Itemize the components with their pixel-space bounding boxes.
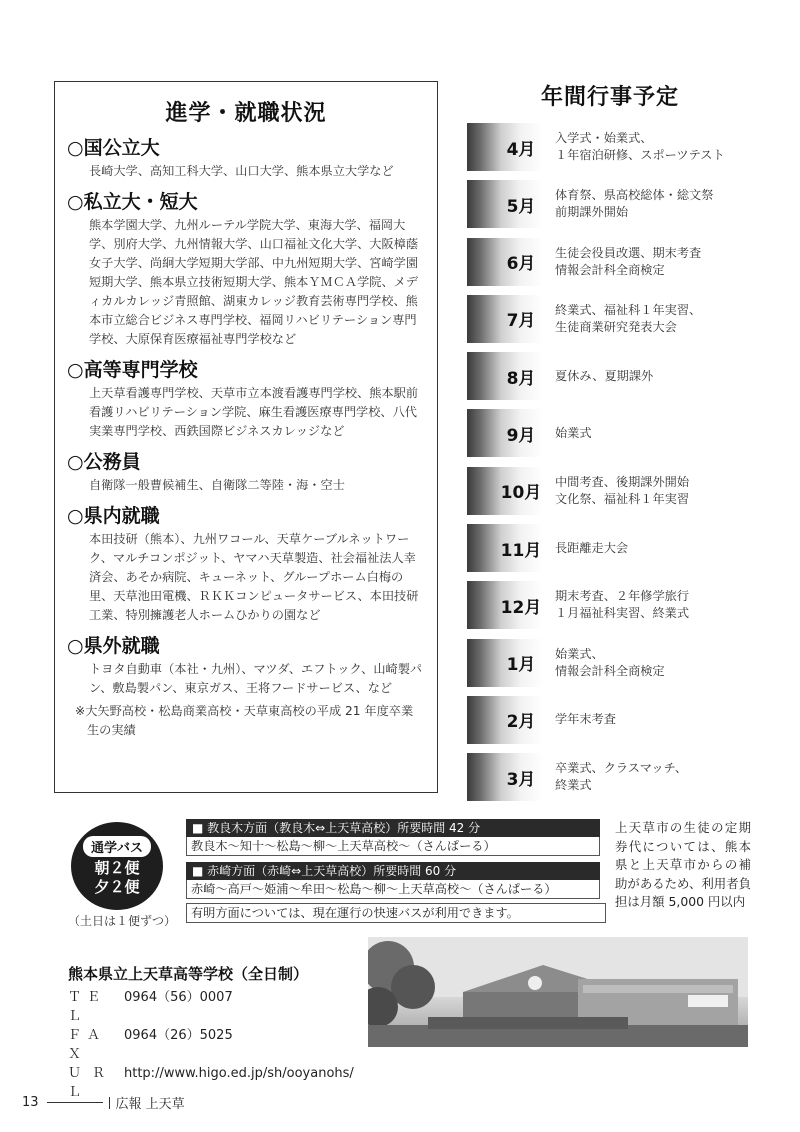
month-label: 12月 xyxy=(500,597,542,618)
category-heading: ○県外就職 xyxy=(67,635,160,657)
career-title: 進学・就職状況 xyxy=(165,101,327,126)
month-events xyxy=(555,524,765,572)
month-label: 5月 xyxy=(506,196,536,217)
tel-value: 0964（56）0007 xyxy=(124,990,233,1005)
month-label: 2月 xyxy=(506,712,536,733)
month-events xyxy=(555,352,765,400)
category-body: 本田技研（熊本）、九州ワコール、天草ケーブルネットワーク、マルチコンポジット、ヤマハ天草製造、社会福祉法人幸済会、あそか病院、キューネット、グループホーム白梅の里、天草池田電機、ＲＫＫコンピュータサービス、本田技研工業、特別擁護老人ホームひかりの園など xyxy=(89,532,419,622)
page-footer xyxy=(22,1093,185,1112)
month-row xyxy=(467,409,767,457)
month-row xyxy=(467,467,767,515)
month-label: 4月 xyxy=(506,139,536,160)
school-building-illustration xyxy=(368,937,748,1047)
category-heading: ○県内就職 xyxy=(67,505,160,527)
career-categories xyxy=(67,133,425,698)
contact-tel xyxy=(68,988,354,1026)
fax-key: ＦＡＸ xyxy=(68,1028,107,1062)
schedule-list xyxy=(467,123,767,811)
category-heading: ○私立大・短大 xyxy=(67,191,198,213)
month-row xyxy=(467,524,767,572)
month-row xyxy=(467,639,767,687)
month-events-text: 生徒会役員改選、期末考査 情報会計科全商検定 xyxy=(555,245,702,277)
month-label: 1月 xyxy=(506,655,536,676)
schedule-title: 年間行事予定 xyxy=(540,85,679,110)
category-body: トヨタ自動車（本社・九州）、マツダ、エフトック、山崎製パン、敷島製パン、東京ガス、王将フードサービス、など xyxy=(89,662,423,695)
bus-freq-evening: 夕２便 xyxy=(94,877,140,896)
month-events xyxy=(555,295,765,343)
footer-bar xyxy=(109,1097,110,1109)
fare-note: 上天草市の生徒の定期券代については、熊本県と上天草市からの補助があるため、利用者負担は月額 5,000 円以内 xyxy=(615,820,751,909)
month-events-text: 期末考査、２年修学旅行 １月福祉科実習、終業式 xyxy=(555,589,690,621)
month-row xyxy=(467,238,767,286)
month-events xyxy=(555,238,765,286)
month-events xyxy=(555,123,765,171)
month-events-text: 卒業式、クラスマッチ、 終業式 xyxy=(555,761,688,793)
route-kyoragi xyxy=(186,819,600,856)
month-label: 10月 xyxy=(500,483,542,504)
route-body: 教良木～知十～松島～柳～上天草高校～（さんぱーる） xyxy=(186,837,600,856)
month-events xyxy=(555,467,765,515)
route-body: 赤崎～高戸～姫浦～牟田～松島～柳～上天草高校～（さんぱーる） xyxy=(186,880,600,899)
footer-divider xyxy=(47,1102,103,1103)
month-row xyxy=(467,295,767,343)
page-number: 13 xyxy=(22,1095,39,1110)
month-events-text: 体育祭、県高校総体・総文祭 前期課外開始 xyxy=(555,188,714,220)
month-events-text: 終業式、福祉科１年実習、 生徒商業研究発表大会 xyxy=(555,302,702,334)
school-photo xyxy=(368,937,748,1047)
route-header: ■ 教良木方面（教良木⇔上天草高校）所要時間 42 分 xyxy=(186,819,600,837)
month-events-text: 長距離走大会 xyxy=(555,540,629,555)
category-heading: ○公務員 xyxy=(67,451,141,473)
bus-weekend-note: （土日は１便ずつ） xyxy=(68,914,177,928)
tel-key: ＴＥＬ xyxy=(68,990,107,1024)
month-events-text: 始業式、 情報会計科全商検定 xyxy=(555,646,665,678)
month-events xyxy=(555,409,765,457)
category-body: 長崎大学、高知工科大学、山口大学、熊本県立大学など xyxy=(89,164,394,178)
month-label: 3月 xyxy=(506,769,536,790)
contact-info xyxy=(68,988,354,1102)
bus-freq-morning: 朝２便 xyxy=(94,858,140,877)
month-row xyxy=(467,180,767,228)
month-row xyxy=(467,123,767,171)
route-header: ■ 赤崎方面（赤崎⇔上天草高校）所要時間 60 分 xyxy=(186,862,600,880)
career-status-box xyxy=(54,81,438,793)
month-events-text: 学年末考査 xyxy=(555,712,616,727)
month-events-text: 中間考査、後期課外開始 文化祭、福祉科１年実習 xyxy=(555,474,690,506)
month-events xyxy=(555,639,765,687)
category-body: 自衛隊一般曹候補生、自衛隊二等陸・海・空士 xyxy=(89,478,345,492)
school-name: 熊本県立上天草高等学校（全日制） xyxy=(68,965,309,983)
bus-label: 通学バス xyxy=(83,836,151,857)
month-label: 6月 xyxy=(506,254,536,275)
month-events xyxy=(555,696,765,744)
month-events xyxy=(555,581,765,629)
month-label: 8月 xyxy=(506,368,536,389)
month-label: 7月 xyxy=(506,311,536,332)
bus-badge xyxy=(71,822,163,910)
category-heading: ○高等専門学校 xyxy=(67,359,198,381)
publication-name: 広報 上天草 xyxy=(115,1097,185,1112)
month-row xyxy=(467,753,767,801)
month-row xyxy=(467,352,767,400)
fax-value: 0964（26）5025 xyxy=(124,1028,233,1043)
category-body: 上天草看護専門学校、天草市立本渡看護専門学校、熊本駅前看護リハビリテーション学院、麻生看護医療専門学校、八代実業専門学校、西鉄国際ビジネスカレッジなど xyxy=(89,386,419,438)
category-heading: ○国公立大 xyxy=(67,137,160,159)
month-label: 11月 xyxy=(500,540,542,561)
route-ariake-note: 有明方面については、現在運行の快速バスが利用できます。 xyxy=(186,903,606,923)
month-events-text: 入学式・始業式、 １年宿泊研修、スポーツテスト xyxy=(555,131,725,162)
url-key: ＵＲＬ xyxy=(68,1066,117,1100)
month-label: 9月 xyxy=(506,425,536,446)
career-note: ※大矢野高校・松島商業高校・天草東高校の平成 21 年度卒業生の実績 xyxy=(75,704,414,737)
month-row xyxy=(467,581,767,629)
route-akasaki xyxy=(186,862,600,899)
contact-fax xyxy=(68,1026,354,1064)
month-events-text: 始業式 xyxy=(555,425,592,440)
month-events xyxy=(555,180,765,228)
month-events-text: 夏休み、夏期課外 xyxy=(555,368,654,383)
category-body: 熊本学園大学、九州ルーテル学院大学、東海大学、福岡大学、別府大学、九州情報大学、山口福祉文化大学、大阪樟蔭女子大学、尚絅大学短期大学部、中九州短期大学、宮崎学園短期大学、熊本県立技術短期大学、熊本ＹＭＣＡ学院、メディカルカレッジ青照館、湖東カレッジ教育芸術専門学校、熊本市立総合ビジネス専門学校、福岡リハビリテーション専門学校、大原保育医療福祉専門学校など xyxy=(89,218,419,346)
month-events xyxy=(555,753,765,801)
url-value[interactable]: http://www.higo.ed.jp/sh/ooyanohs/ xyxy=(124,1066,354,1081)
month-row xyxy=(467,696,767,744)
